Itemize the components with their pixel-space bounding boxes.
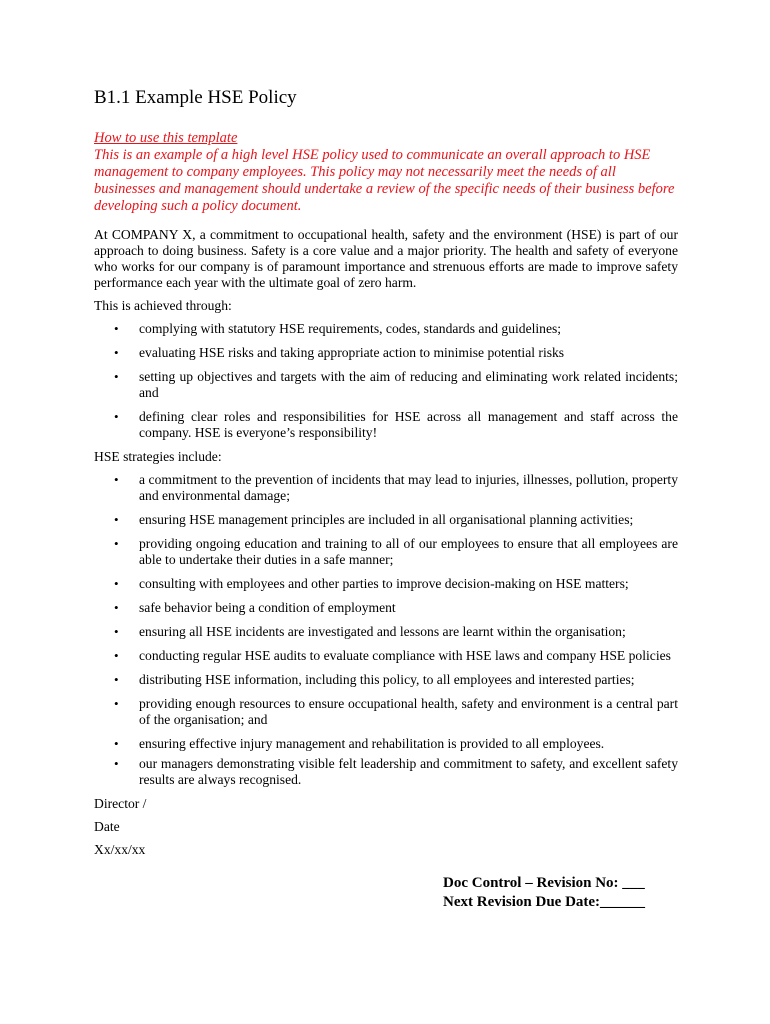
bullet-icon: • — [114, 345, 119, 360]
page-title: B1.1 Example HSE Policy — [94, 87, 297, 108]
bullet-icon: • — [114, 672, 119, 687]
strategies-label: HSE strategies include: — [94, 449, 222, 464]
bullet-icon: • — [114, 472, 119, 487]
list-item: • consulting with employees and other parties to improve decision-making on HSE matters; — [114, 576, 629, 591]
strategies-list — [94, 472, 678, 788]
signoff-block — [94, 796, 678, 858]
bullet-icon: • — [114, 536, 119, 551]
next-revision-date: Next Revision Due Date:______ — [443, 894, 646, 910]
bullet-icon: • — [114, 624, 119, 639]
achieved-list — [94, 321, 678, 441]
list-item: • ensuring effective injury management and rehabilitation is provided to all employees. — [114, 736, 605, 751]
list-item: • evaluating HSE risks and taking appropriate action to minimise potential risks — [114, 345, 565, 360]
achieved-label: This is achieved through: — [94, 298, 232, 313]
list-item: • setting up objectives and targets with the aim of reducing and eliminating work related incidents; and — [114, 369, 678, 400]
list-item: • ensuring HSE management principles are included in all organisational planning activities; — [114, 512, 634, 527]
bullet-icon: • — [114, 369, 119, 384]
list-item: • our managers demonstrating visible felt leadership and commitment to safety, and excellent safety results are always recognised. — [114, 756, 678, 787]
date-label: Date — [94, 819, 120, 834]
date-value: Xx/xx/xx — [94, 842, 146, 857]
bullet-icon: • — [114, 409, 119, 424]
bullet-icon: • — [114, 512, 119, 527]
list-item: • conducting regular HSE audits to evaluate compliance with HSE laws and company HSE policies — [114, 648, 671, 663]
bullet-icon: • — [114, 600, 119, 615]
bullet-icon: • — [114, 321, 119, 336]
director-label: Director / — [94, 796, 147, 811]
template-instructions — [94, 130, 678, 215]
bullet-icon: • — [114, 648, 119, 663]
bullet-icon: • — [114, 576, 119, 591]
list-item: • ensuring all HSE incidents are investigated and lessons are learnt within the organisation; — [114, 624, 626, 639]
list-item: • distributing HSE information, including this policy, to all employees and interested parties; — [114, 672, 635, 687]
list-item: • safe behavior being a condition of employment — [114, 600, 396, 615]
list-item: • defining clear roles and responsibilities for HSE across all management and staff across the company. HSE is everyone’s responsibility! — [114, 409, 678, 440]
bullet-icon: • — [114, 696, 119, 711]
bullet-icon: • — [114, 736, 119, 751]
instructions-title: How to use this template — [94, 130, 238, 146]
intro-paragraph: At COMPANY X, a commitment to occupational health, safety and the environment (HSE) is part of our approach to doing business. Safety is a core value and a major priority. The health and safety of everyone who works for our company is of paramount importance and strenuous efforts are made to improve safety performance each year with the ultimate goal of zero harm. — [94, 227, 678, 290]
doc-control-block — [443, 874, 645, 912]
list-item: • complying with statutory HSE requirements, codes, standards and guidelines; — [114, 321, 562, 336]
list-item: • providing enough resources to ensure occupational health, safety and environment is a central part of the organisation; and — [114, 696, 678, 727]
document-page — [94, 86, 678, 865]
list-item: • providing ongoing education and training to all of our employees to ensure that all employees are able to undertake their duties in a safe manner; — [114, 536, 678, 567]
list-item: • a commitment to the prevention of incidents that may lead to injuries, illnesses, pollution, property and environmental damage; — [114, 472, 678, 503]
bullet-icon: • — [114, 756, 119, 771]
revision-number: Doc Control – Revision No: ___ — [443, 875, 645, 891]
instructions-text: This is an example of a high level HSE policy used to communicate an overall approach to HSE management to company employees. This policy may not necessarily meet the needs of all businesses and management should undertake a review of the specific needs of their business before developing such a policy document. — [94, 147, 675, 214]
